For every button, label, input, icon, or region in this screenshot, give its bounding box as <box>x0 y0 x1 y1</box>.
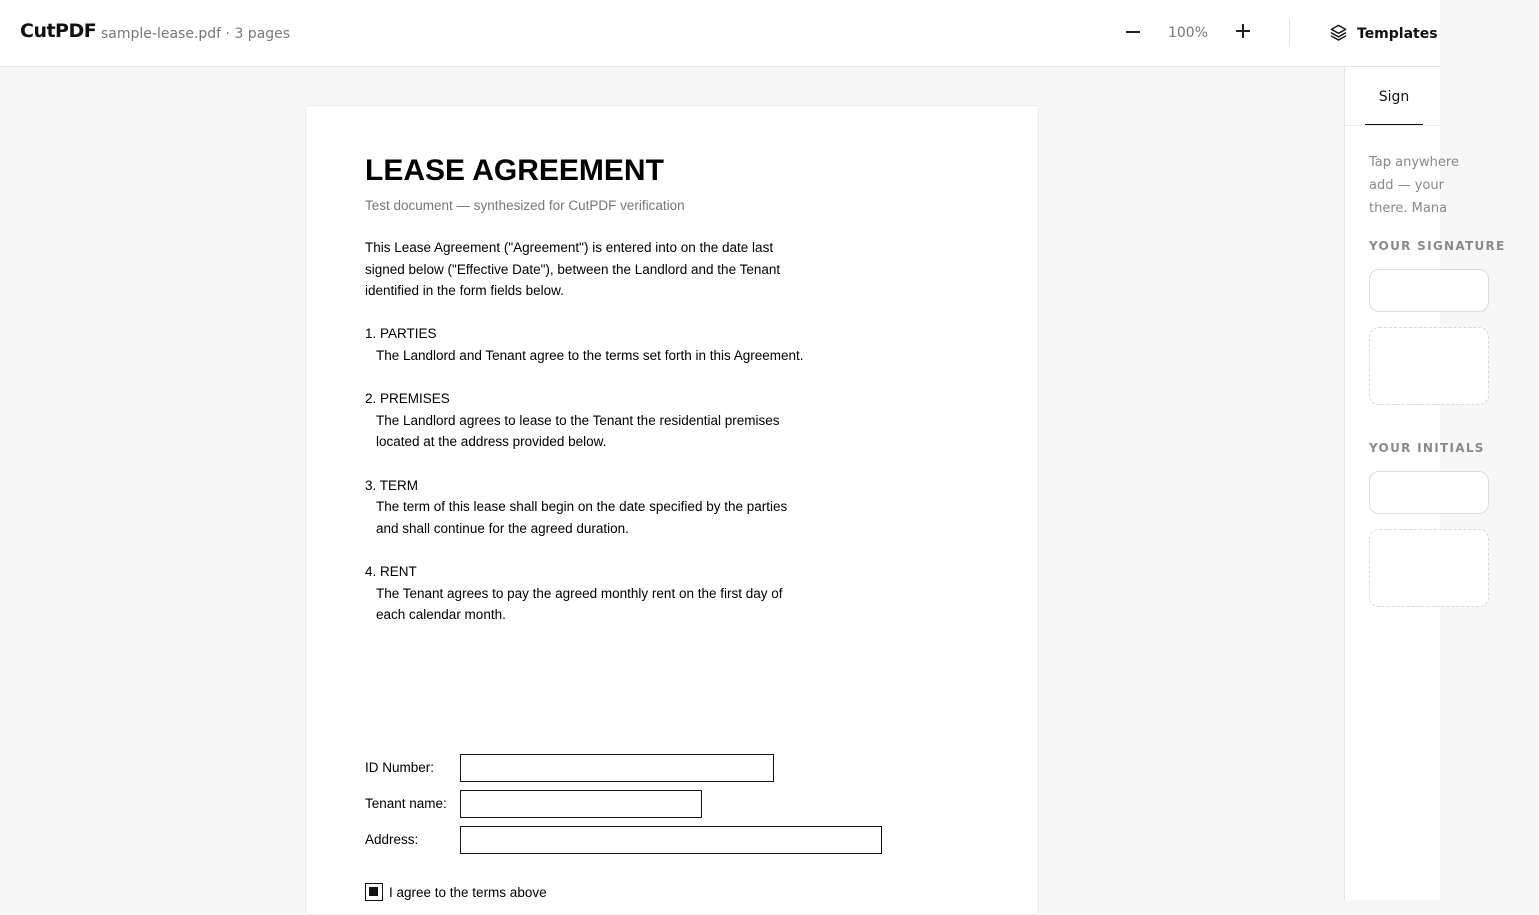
zoom-out-button[interactable] <box>1120 20 1146 46</box>
signature-section-label: YOUR SIGNATURE <box>1369 239 1506 253</box>
pdf-page <box>305 105 1039 915</box>
intro-paragraph <box>365 237 825 302</box>
address-label: Address: <box>365 832 419 847</box>
signature-draw-area[interactable] <box>1369 327 1489 405</box>
tenant-name-field[interactable] <box>460 790 702 818</box>
zoom-level: 100% <box>1167 25 1209 41</box>
templates-button[interactable] <box>1329 22 1438 46</box>
text-line: and shall continue for the agreed duration. <box>376 520 629 536</box>
file-info: sample-lease.pdf · 3 pages <box>101 26 291 42</box>
text-line: The Landlord agrees to lease to the Tenant the residential premises <box>376 412 780 428</box>
sign-panel <box>1344 67 1506 900</box>
tab-divider <box>1345 125 1441 126</box>
tenant-name-label: Tenant name: <box>365 796 447 811</box>
text-line: This Lease Agreement ("Agreement") is entered into on the date last <box>365 240 774 255</box>
section-heading: 2. PREMISES <box>365 391 450 407</box>
text-line: located at the address provided below. <box>376 434 607 450</box>
hint-line: Tap anywhere <box>1369 155 1459 170</box>
address-field[interactable] <box>460 826 882 854</box>
header-divider <box>1289 19 1290 47</box>
text-line: The term of this lease shall begin on the date specified by the parties <box>376 499 788 515</box>
hint-line: add — your <box>1369 178 1444 193</box>
agree-checkbox[interactable] <box>365 883 383 901</box>
layers-icon <box>1329 23 1348 46</box>
document-subtitle: Test document — synthesized for CutPDF verification <box>365 198 685 213</box>
text-line: each calendar month. <box>376 607 506 623</box>
id-number-field[interactable] <box>460 754 774 782</box>
section-premises <box>365 388 825 453</box>
text-line: The Tenant agrees to pay the agreed monthly rent on the first day of <box>376 585 783 601</box>
initials-draw-area[interactable] <box>1369 529 1489 607</box>
app-logo: CutPDF <box>20 20 97 42</box>
id-number-label: ID Number: <box>365 760 435 775</box>
zoom-in-button[interactable] <box>1230 18 1256 44</box>
initials-section-label: YOUR INITIALS <box>1369 441 1485 455</box>
top-bar <box>0 0 1440 67</box>
tab-sign[interactable]: Sign <box>1365 67 1423 126</box>
section-term <box>365 475 825 540</box>
text-line: identified in the form fields below. <box>365 283 564 299</box>
templates-label: Templates <box>1357 26 1438 42</box>
section-heading: 3. TERM <box>365 477 419 493</box>
panel-hint <box>1369 151 1539 220</box>
section-heading: 4. RENT <box>365 563 417 579</box>
section-rent <box>365 561 825 626</box>
hint-line: there. Mana <box>1369 201 1448 216</box>
document-title: LEASE AGREEMENT <box>365 154 664 187</box>
agree-label: I agree to the terms above <box>389 885 547 900</box>
signature-input[interactable] <box>1369 269 1489 312</box>
document-body <box>365 237 825 647</box>
initials-input[interactable] <box>1369 471 1489 514</box>
section-parties <box>365 323 825 366</box>
text-line: The Landlord and Tenant agree to the terms set forth in this Agreement. <box>376 347 804 363</box>
section-heading: 1. PARTIES <box>365 326 437 342</box>
text-line: signed below ("Effective Date"), between the Landlord and the Tenant <box>365 261 781 277</box>
